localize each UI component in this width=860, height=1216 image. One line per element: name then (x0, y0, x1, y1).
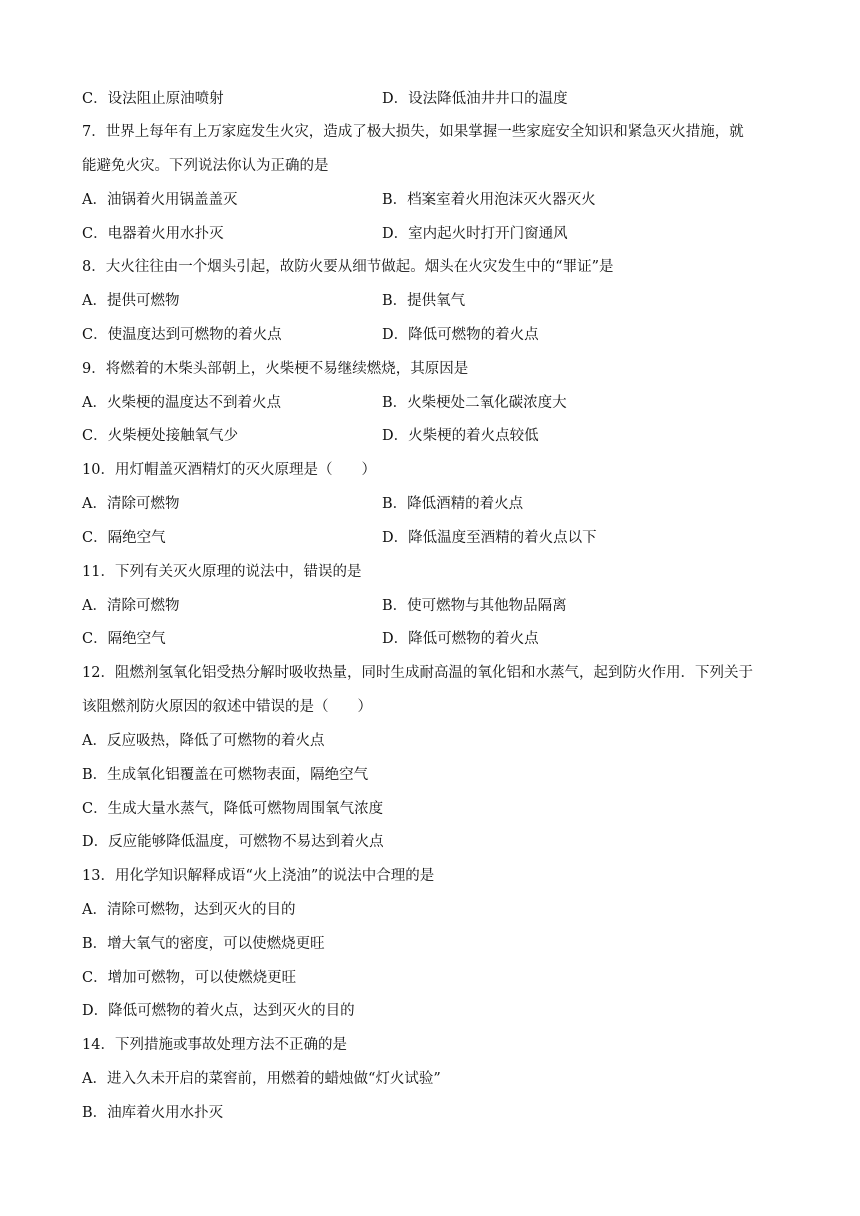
q9-option-d: D．火柴梗的着火点较低 (382, 428, 539, 444)
q10-option-b: B．降低酒精的着火点 (382, 496, 524, 512)
q7-option-a: A．油锅着火用锅盖盖灭 (82, 192, 238, 208)
q13-option-d: D．降低可燃物的着火点，达到灭火的目的 (82, 1003, 355, 1019)
q7-option-b: B．档案室着火用泡沫灭火器灭火 (382, 192, 596, 208)
q11-option-b: B．使可燃物与其他物品隔离 (382, 598, 567, 614)
q8-option-d: D．降低可燃物的着火点 (382, 327, 539, 343)
q11-option-a: A．清除可燃物 (82, 598, 180, 614)
q14-option-a: A．进入久未开启的菜窖前，用燃着的蜡烛做“灯火试验” (82, 1071, 441, 1087)
q10-option-c: C．隔绝空气 (82, 530, 166, 546)
q12-option-d: D．反应能够降低温度，可燃物不易达到着火点 (82, 834, 384, 850)
q14-stem: 14．下列措施或事故处理方法不正确的是 (82, 1037, 347, 1053)
q9-stem: 9．将燃着的木柴头部朝上，火柴梗不易继续燃烧，其原因是 (82, 361, 469, 377)
q10-stem: 10．用灯帽盖灭酒精灯的灭火原理是（ ） (82, 462, 376, 478)
q7-stem-line1: 7．世界上每年有上万家庭发生火灾，造成了极大损失，如果掌握一些家庭安全知识和紧急灭火措施，就 (82, 124, 744, 140)
q14-option-b: B．油库着火用水扑灭 (82, 1105, 224, 1121)
q7-stem-line2: 能避免火灾。下列说法你认为正确的是 (82, 158, 329, 174)
q7-option-c: C．电器着火用水扑灭 (82, 226, 224, 242)
q9-option-c: C．火柴梗处接触氧气少 (82, 428, 239, 444)
q10-option-d: D．降低温度至酒精的着火点以下 (382, 530, 597, 546)
q12-stem-line2: 该阻燃剂防火原因的叙述中错误的是（ ） (82, 699, 372, 715)
q11-stem: 11．下列有关灭火原理的说法中，错误的是 (82, 564, 362, 580)
q11-option-c: C．隔绝空气 (82, 631, 166, 647)
q13-option-a: A．清除可燃物，达到灭火的目的 (82, 902, 296, 918)
q11-option-d: D．降低可燃物的着火点 (382, 631, 539, 647)
q12-option-c: C．生成大量水蒸气，降低可燃物周围氧气浓度 (82, 801, 384, 817)
q8-option-c: C．使温度达到可燃物的着火点 (82, 327, 282, 343)
q8-stem: 8．大火往往由一个烟头引起，故防火要从细节做起。烟头在火灾发生中的“罪证”是 (82, 259, 614, 275)
q6-option-c: C．设法阻止原油喷射 (82, 91, 224, 107)
q9-option-b: B．火柴梗处二氧化碳浓度大 (382, 395, 567, 411)
q10-option-a: A．清除可燃物 (82, 496, 180, 512)
q13-stem: 13．用化学知识解释成语“火上浇油”的说法中合理的是 (82, 868, 435, 884)
q12-option-b: B．生成氧化铝覆盖在可燃物表面，隔绝空气 (82, 767, 369, 783)
q7-option-d: D．室内起火时打开门窗通风 (382, 226, 568, 242)
q13-option-c: C．增加可燃物，可以使燃烧更旺 (82, 970, 297, 986)
q12-stem-line1: 12．阻燃剂氢氧化铝受热分解时吸收热量，同时生成耐高温的氧化铝和水蒸气，起到防火作用．下列关于 (82, 665, 753, 681)
q12-option-a: A．反应吸热，降低了可燃物的着火点 (82, 733, 325, 749)
q13-option-b: B．增大氧气的密度，可以使燃烧更旺 (82, 936, 325, 952)
q8-option-b: B．提供氧气 (382, 293, 466, 309)
q9-option-a: A．火柴梗的温度达不到着火点 (82, 395, 281, 411)
q6-option-d: D．设法降低油井井口的温度 (382, 91, 568, 107)
q8-option-a: A．提供可燃物 (82, 293, 180, 309)
